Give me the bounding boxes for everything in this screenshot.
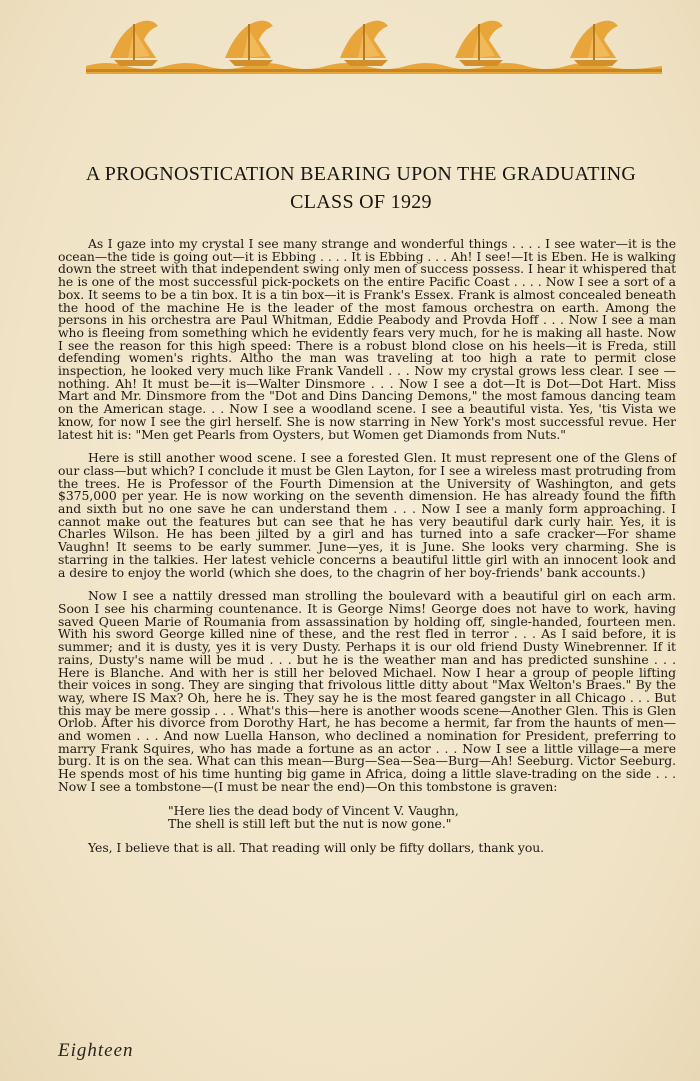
article-body (58, 238, 676, 865)
ship-ornament-border (86, 14, 662, 76)
paragraph-3: Now I see a nattily dressed man strolling the boulevard with a beautiful girl on each arm. Soon I see his charming countenance. It is George Nims! George does not have to work, having saved Queen Marie of Roumania from assassination by holding off, single-handed, fourteen men. With his sword George killed nine of these, and the rest fled in terror . . . As I said before, it is summer; and it is dusty, yes it is very Dusty. Perhaps it is our old friend Dusty Winebrenner. If it rains, Dusty's name will be mud . . . but he is the weather man and has predicted sunshine . . . Here is Blanche. And with her is still her beloved Michael. Now I hear a group of people lifting their voices in song. They are singing that frivolous little ditty about "Max Welton's Braes." By the way, where IS Max? Oh, here he is. They say he is the most feared gangster in all Chicago . . . But this may be mere gossip . . . What's this—here is another woods scene—Another Glen. This is Glen Orlob. After his divorce from Dorothy Hart, he has become a hermit, far from the haunts of men—and women . . . And now Luella Hanson, who declined a nomination for President, preferring to marry Frank Squires, who has made a fortune as an actor . . . Now I see a little village—a mere burg. It is on the sea. What can this mean—Burg—Sea—Sea—Burg—Ah! Seeburg. Victor Seeburg. He spends most of his time hunting big game in Africa, doing a little slave-trading on the side . . . Now I see a tombstone—(I must be near the end)—On this tombstone is graven: (58, 588, 676, 794)
title-line-2: CLASS OF 1929 (290, 191, 432, 213)
sailing-ship-icon (340, 21, 388, 66)
epitaph-line-2: The shell is still left but the nut is now gone." (168, 815, 452, 831)
sailing-ship-icon (570, 21, 618, 66)
epitaph (58, 804, 676, 830)
epitaph-line-1: "Here lies the dead body of Vincent V. Vaughn, (168, 802, 459, 818)
paragraph-2: Here is still another wood scene. I see a forested Glen. It must represent one of the Glens of our class—but which? I conclude it must be Glen Layton, for I see a wireless mast protruding from the trees. He is Professor of the Fourth Dimension at the University of Washington, and gets $375,000 per year. He is now working on the seventh dimension. He has already found the fifth and sixth but no one save he can understand them . . . Now I see a manly form approaching. I cannot make out the features but can see that he has very beautiful dark curly hair. Yes, it is Charles Wilson. He has been jilted by a girl and has turned into a safe cracker—For shame Vaughn! It seems to be early summer. June—yes, it is June. She looks very charming. She is starring in the talkies. Her latest vehicle concerns a beautiful little girl with an innocent look and a desire to enjoy the world (which she does, to the chagrin of her boy-friends' bank accounts.) (58, 450, 676, 580)
title-line-1: A PROGNOSTICATION BEARING UPON THE GRADUATING (85, 163, 637, 185)
sailing-ship-icon (110, 21, 158, 66)
sailing-ship-icon (225, 21, 273, 66)
page-folio: Eighteen (58, 1040, 134, 1061)
article-title (40, 160, 682, 216)
sailing-ship-icon (455, 21, 503, 66)
paragraph-1: As I gaze into my crystal I see many strange and wonderful things . . . . I see water—it is the ocean—the tide is going out—it is Ebbing . . . . It is Ebbing . . . Ah! I see!—It is Eben. He is walking down the street with that independent swing only men of success possess. I hear it whispered that he is one of the most successful pick-pockets on the entire Pacific Coast . . . . Now I see a sort of a box. It seems to be a tin box. It is a tin box—it is Frank's Essex. Frank is almost concealed beneath the hood of the machine He is the leader of the most famous orchestra on earth. Among the persons in his orchestra are Paul Whitman, Eddie Peabody and Provda Hoff . . . Now I see a man who is fleeing from something which he evidently fears very much, for he is making all haste. Now I see the reason for this high speed: There is a robust blond close on his heels—it is Freda, still defending women's rights. Altho the man was traveling at too high a rate to permit close inspection, he looked very much like Frank Vandell . . . Now my crystal grows less clear. I see —nothing. Ah! It must be—it is—Walter Dinsmore . . . Now I see a dot—It is Dot—Dot Hart. Miss Mart and Mr. Dinsmore from the "Dot and Dins Dancing Demons," the most famous dancing team on the American stage. . . Now I see a woodland scene. I see a beautiful vista. Yes, 'tis Vista we know, for now I see the girl herself. She is now starring in New York's most successful revue. Her latest hit is: "Men get Pearls from Oysters, but Women get Diamonds from Nuts." (58, 236, 676, 442)
closing-line: Yes, I believe that is all. That reading will only be fifty dollars, thank you. (88, 839, 545, 855)
